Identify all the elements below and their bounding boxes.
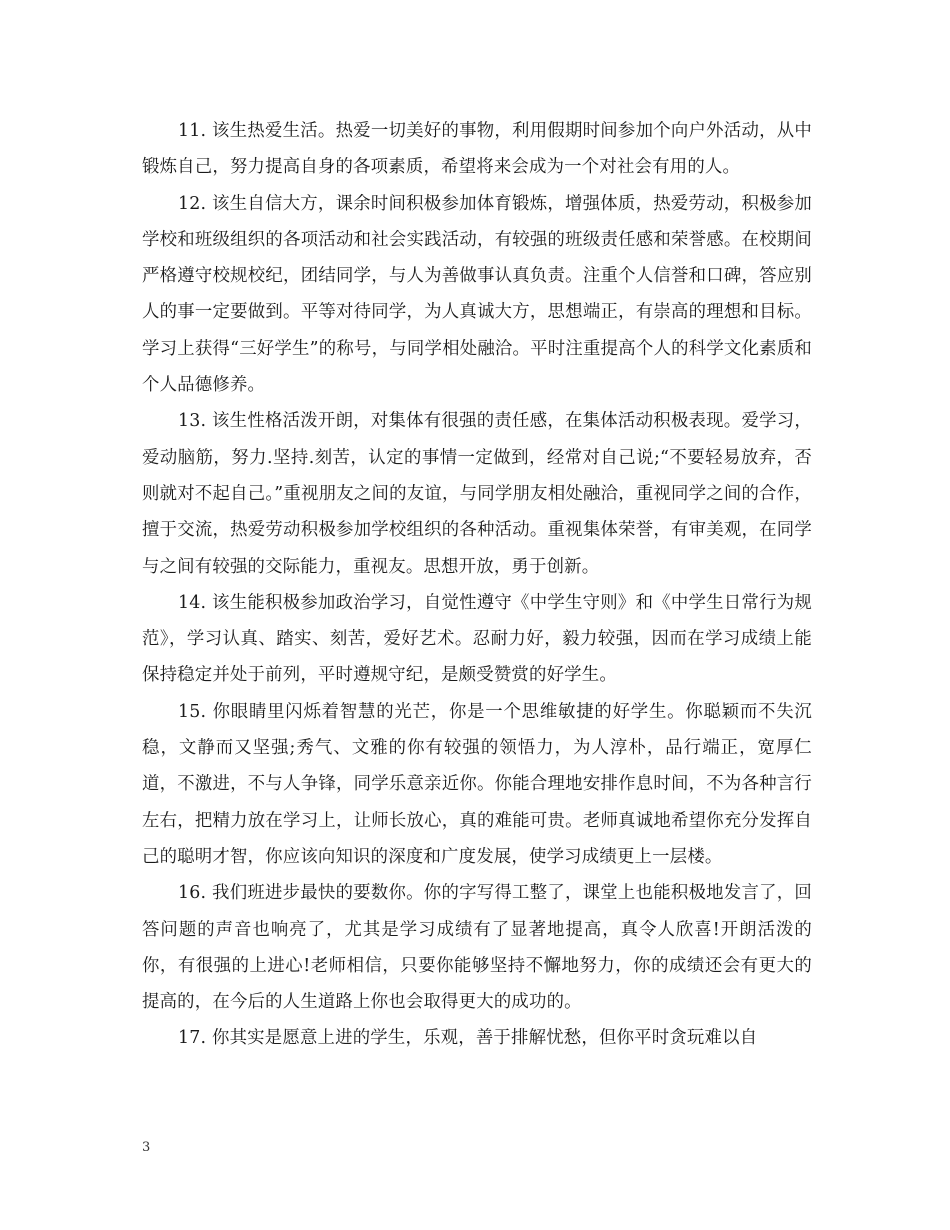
paragraph-14: 14. 该生能积极参加政治学习，自觉性遵守《中学生守则》和《中学生日常行为规范》，学习认真、踏实、刻苦，爱好艺术。忍耐力好，毅力较强，因而在学习成绩上能保持稳定并处于前列，平时遵规守纪，是颇受赞赏的好学生。 bbox=[142, 592, 812, 686]
paragraph-17: 17. 你其实是愿意上进的学生，乐观，善于排解忧愁，但你平时贪玩难以自 bbox=[178, 1028, 758, 1049]
paragraph-11: 11. 该生热爱生活。热爱一切美好的事物，利用假期时间参加个向户外活动，从中锻炼自己，努力提高自身的各项素质，希望将来会成为一个对社会有用的人。 bbox=[142, 121, 812, 178]
page-number: 3 bbox=[142, 1140, 151, 1155]
paragraph-15: 15. 你眼睛里闪烁着智慧的光芒，你是一个思维敏捷的好学生。你聪颖而不失沉稳，文静而又坚强;秀气、文雅的你有较强的领悟力，为人淳朴，品行端正，宽厚仁道，不激进，不与人争锋，同学乐意亲近你。你能合理地安排作息时间，不为各种言行左右，把精力放在学习上，让师长放心，真的难能可贵。老师真诚地希望你充分发挥自己的聪明才智，你应该向知识的深度和广度发展，使学习成绩更上一层楼。 bbox=[142, 701, 812, 867]
paragraph-16: 16. 我们班进步最快的要数你。你的字写得工整了，课堂上也能积极地发言了，回答问题的声音也响亮了，尤其是学习成绩有了显著地提高，真令人欣喜!开朗活泼的你，有很强的上进心!老师相信，只要你能够坚持不懈地努力，你的成绩还会有更大的提高的，在今后的人生道路上你也会取得更大的成功的。 bbox=[142, 883, 812, 1013]
paragraph-12: 12. 该生自信大方，课余时间积极参加体育锻炼，增强体质，热爱劳动，积极参加学校和班级组织的各项活动和社会实践活动，有较强的班级责任感和荣誉感。在校期间严格遵守校规校纪，团结同学，与人为善做事认真负责。注重个人信誉和口碑，答应别人的事一定要做到。平等对待同学，为人真诚大方，思想端正，有崇高的理想和目标。学习上获得“三好学生”的称号，与同学相处融洽。平时注重提高个人的科学文化素质和个人品德修养。 bbox=[142, 193, 812, 396]
document-body bbox=[142, 113, 812, 1057]
paragraph-13: 13. 该生性格活泼开朗，对集体有很强的责任感，在集体活动积极表现。爱学习，爱动脑筋，努力.坚持.刻苦，认定的事情一定做到，经常对自己说;“不要轻易放弃，否则就对不起自己。”重视朋友之间的友谊，与同学朋友相处融洽，重视同学之间的合作，擅于交流，热爱劳动积极参加学校组织的各种活动。重视集体荣誉，有审美观，在同学与之间有较强的交际能力，重视友。思想开放，勇于创新。 bbox=[142, 411, 812, 577]
